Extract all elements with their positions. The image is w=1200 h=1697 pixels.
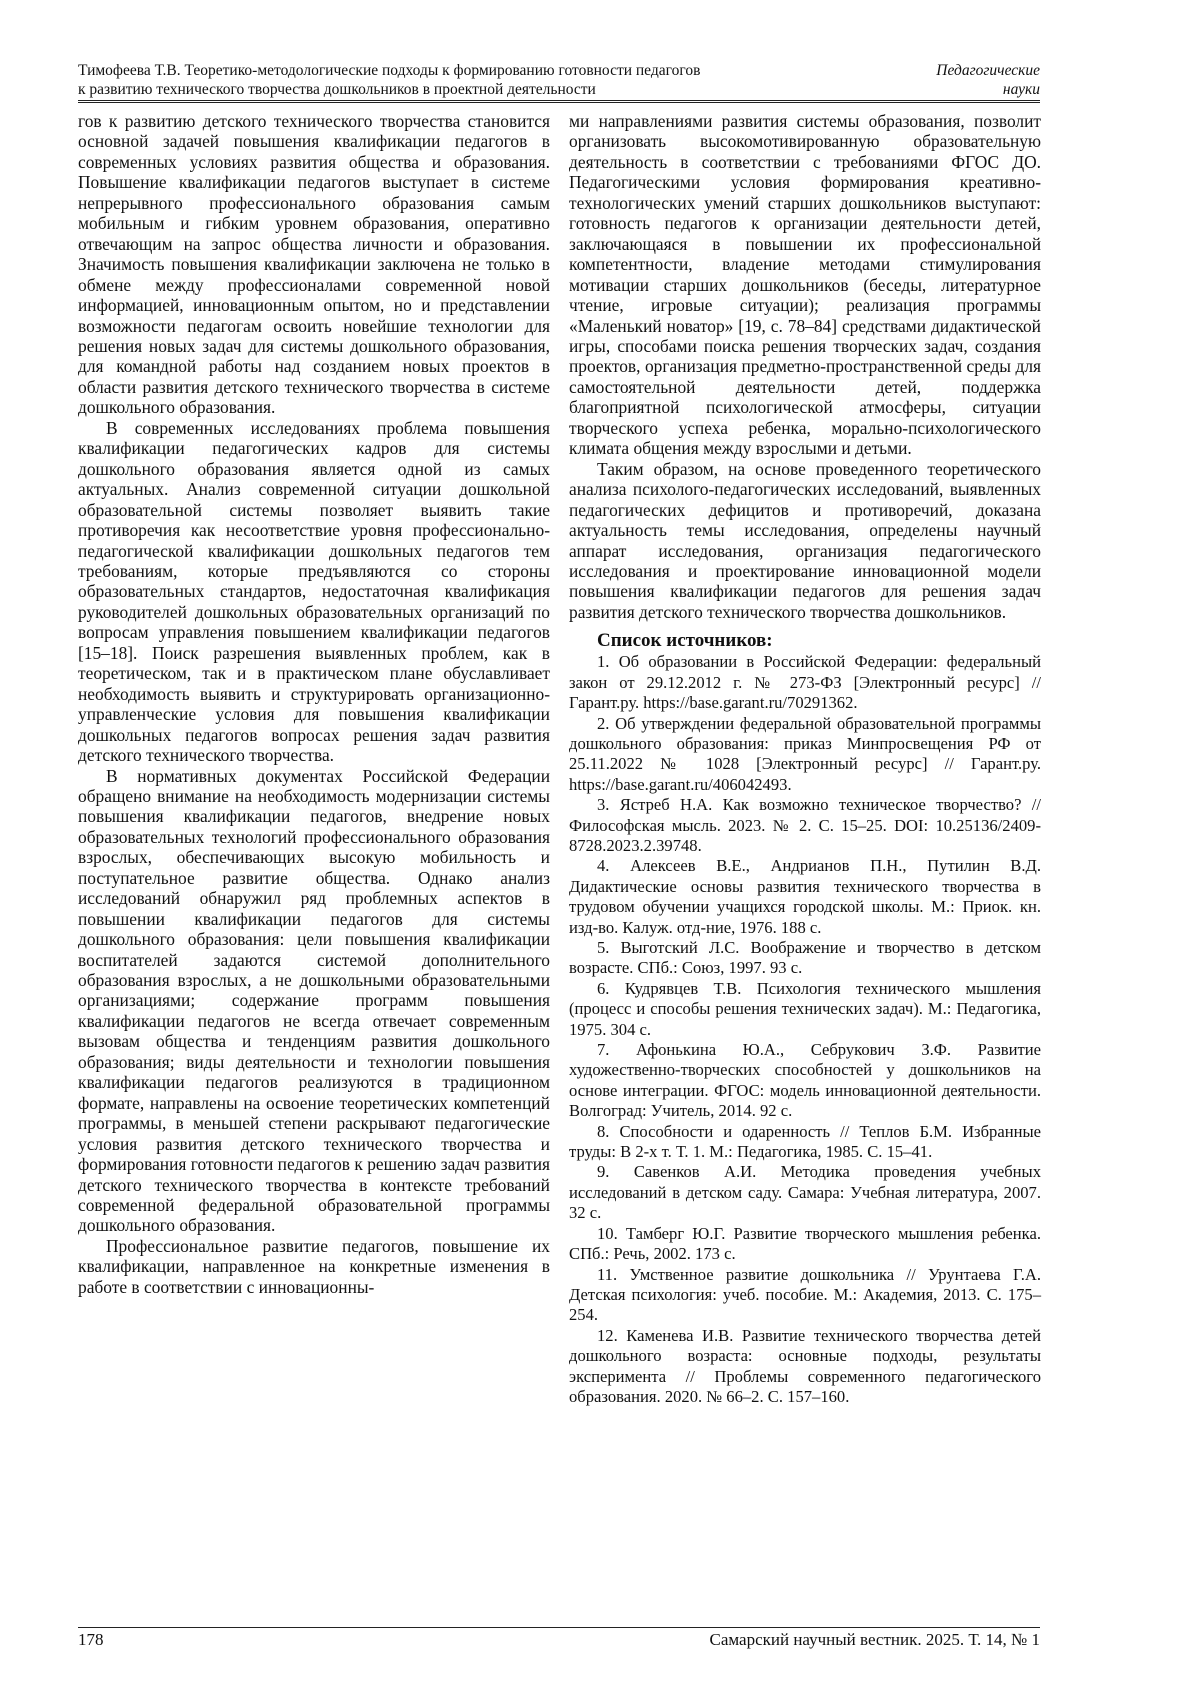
running-footer — [78, 1627, 1040, 1630]
paragraph: Профессиональное развитие педагогов, повышение их квалификации, направленное на конкретные изменения в работе в соответствии с инновационны- — [78, 1236, 550, 1297]
reference-item: 12. Каменева И.В. Развитие технического творчества детей дошкольного возраста: основные подходы, результаты эксперимента // Проблемы современного педагогического образования. 2020. № 66–2. С. 157–160. — [569, 1326, 1041, 1408]
reference-item: 6. Кудрявцев Т.В. Психология технического мышления (процесс и способы решения технических задач). М.: Педагогика, 1975. 304 с. — [569, 979, 1041, 1040]
paragraph: ми направлениями развития системы образования, позволит организовать высокомотивированную образовательную деятельность в соответствии с требованиями ФГОС ДО. Педагогическими условия формирования креативно-технологических умений старших дошкольников выступают: готовность педагогов к организации деятельности детей, заключающаяся в повышении их профессиональной компетентности, владение методами стимулирования мотивации старших дошкольников (беседы, литературное чтение, игровые ситуации); реализация программы «Маленький новатор» [19, с. 78–84] средствами дидактической игры, способами поиска решения творческих задач, создания проектов, организация предметно-пространственной среды для самостоятельной деятельности детей, поддержка благоприятной психологической атмосферы, ситуации творческого успеха ребенка, морально-психологического климата общения между взрослыми и детьми. — [569, 111, 1041, 459]
reference-item: 2. Об утверждении федеральной образовательной программы дошкольного образования: приказ Минпросвещения РФ от 25.11.2022 № 1028 [Электронный ресурс] // Гарант.ру. https://base.garant.ru/406042493. — [569, 714, 1041, 796]
running-header — [78, 62, 1040, 103]
header-article-title — [78, 62, 838, 99]
reference-item: 9. Савенков А.И. Методика проведения учебных исследований в детском саду. Самара: Учебная литература, 2007. 32 с. — [569, 1162, 1041, 1223]
reference-item: 3. Ястреб Н.А. Как возможно техническое творчество? // Философская мысль. 2023. № 2. С. 15–25. DOI: 10.25136/2409-8728.2023.2.39748. — [569, 795, 1041, 856]
reference-item: 5. Выготский Л.С. Воображение и творчество в детском возрасте. СПб.: Союз, 1997. 93 с. — [569, 938, 1041, 979]
header-title-line-1: Тимофеева Т.В. Теоретико-методологические подходы к формированию готовности педагогов — [78, 62, 838, 81]
paragraph: гов к развитию детского технического творчества становится основной задачей повышения квалификации педагогов в современных условиях развития общества и образования. Повышение квалификации педагогов выступает в системе непрерывного профессионального образования самым мобильным и гибким уровнем образования, оперативно отвечающим на запрос общества личности и образования. Значимость повышения квалификации заключена не только в обмене между профессионалами современной новой информацией, инновационным опытом, но и представлении возможности педагогам освоить новейшие технологии для решения новых задач для системы дошкольного образования, для командной работы над созданием новых проектов в области развития детского технического творчества в системе дошкольного образования. — [78, 111, 550, 418]
reference-item: 8. Способности и одаренность // Теплов Б.М. Избранные труды: В 2-х т. Т. 1. М.: Педагогика, 1985. С. 15–41. — [569, 1122, 1041, 1163]
header-title-line-2: к развитию технического творчества дошкольников в проектной деятельности — [78, 81, 838, 100]
journal-citation: Самарский научный вестник. 2025. Т. 14, № 1 — [710, 1630, 1041, 1650]
right-column — [569, 111, 1041, 1407]
header-section-line-2: науки — [880, 81, 1040, 100]
paragraph: В современных исследованиях проблема повышения квалификации педагогических кадров для системы дошкольного образования является одной из самых актуальных. Анализ современной ситуации дошкольной образовательной системы позволяет выявить такие противоречия как несоответствие уровня профессионально-педагогической квалификации дошкольных педагогов тем требованиям, которые предъявляются со стороны образовательных стандартов, недостаточная квалификация руководителей дошкольных образовательных организаций по вопросам управления повышением квалификации педагогов [15–18]. Поиск разрешения выявленных проблем, как в теоретическом, так и в практическом плане обуславливает необходимость выявить и структурировать организационно-управленческие условия для повышения квалификации дошкольных педагогов вопросах решения задач развития детского технического творчества. — [78, 418, 550, 766]
reference-item: 4. Алексеев В.Е., Андрианов П.Н., Путилин В.Д. Дидактические основы развития технического творчества в трудовом обучении учащихся городской школы. М.: Приок. кн. изд-во. Калуж. отд-ние, 1976. 188 с. — [569, 856, 1041, 938]
header-section-line-1: Педагогические — [880, 62, 1040, 81]
left-column — [78, 111, 550, 1297]
paragraph: Таким образом, на основе проведенного теоретического анализа психолого-педагогических исследований, выявленных педагогических дефицитов и противоречий, доказана актуальность темы исследования, определены научный аппарат исследования, организация педагогического исследования и проектирование инновационной модели повышения квалификации педагогов для решения задач развития детского технического творчества дошкольников. — [569, 459, 1041, 623]
references-heading: Список источников: — [597, 630, 1041, 652]
reference-item: 1. Об образовании в Российской Федерации: федеральный закон от 29.12.2012 г. № 273-ФЗ [Электронный ресурс] // Гарант.ру. https://base.garant.ru/70291362. — [569, 652, 1041, 713]
page-number: 178 — [78, 1630, 104, 1650]
references-list — [569, 652, 1041, 1407]
reference-item: 11. Умственное развитие дошкольника // Урунтаева Г.А. Детская психология: учеб. пособие. М.: Академия, 2013. С. 175–254. — [569, 1265, 1041, 1326]
header-section — [880, 62, 1040, 99]
reference-item: 7. Афонькина Ю.А., Себрукович З.Ф. Развитие художественно-творческих способностей у дошкольников на основе интеграции. ФГОС: модель инновационной деятельности. Волгоград: Учитель, 2014. 92 с. — [569, 1040, 1041, 1122]
paragraph: В нормативных документах Российской Федерации обращено внимание на необходимость модернизации системы повышения квалификации педагогов, внедрение новых образовательных технологий профессионального образования взрослых, обеспечивающих высокую мобильность и поступательное развитие общества. Однако анализ исследований обнаружил ряд проблемных аспектов в повышении квалификации педагогов для системы дошкольного образования: цели повышения квалификации воспитателей задаются системой дополнительного образования взрослых, а не дошкольными образовательными организациями; содержание программ повышения квалификации педагогов не всегда отвечает современным вызовам общества и тенденциям развития дошкольного образования; виды деятельности и технологии повышения квалификации педагогов реализуются в традиционном формате, направлены на освоение теоретических компетенций программы, в меньшей степени раскрывают педагогические условия развития детского технического творчества и формирования готовности педагогов к решению задач развития детского технического творчества в контексте требований современной федеральной образовательной программы дошкольного образования. — [78, 766, 550, 1236]
reference-item: 10. Тамберг Ю.Г. Развитие творческого мышления ребенка. СПб.: Речь, 2002. 173 с. — [569, 1224, 1041, 1265]
